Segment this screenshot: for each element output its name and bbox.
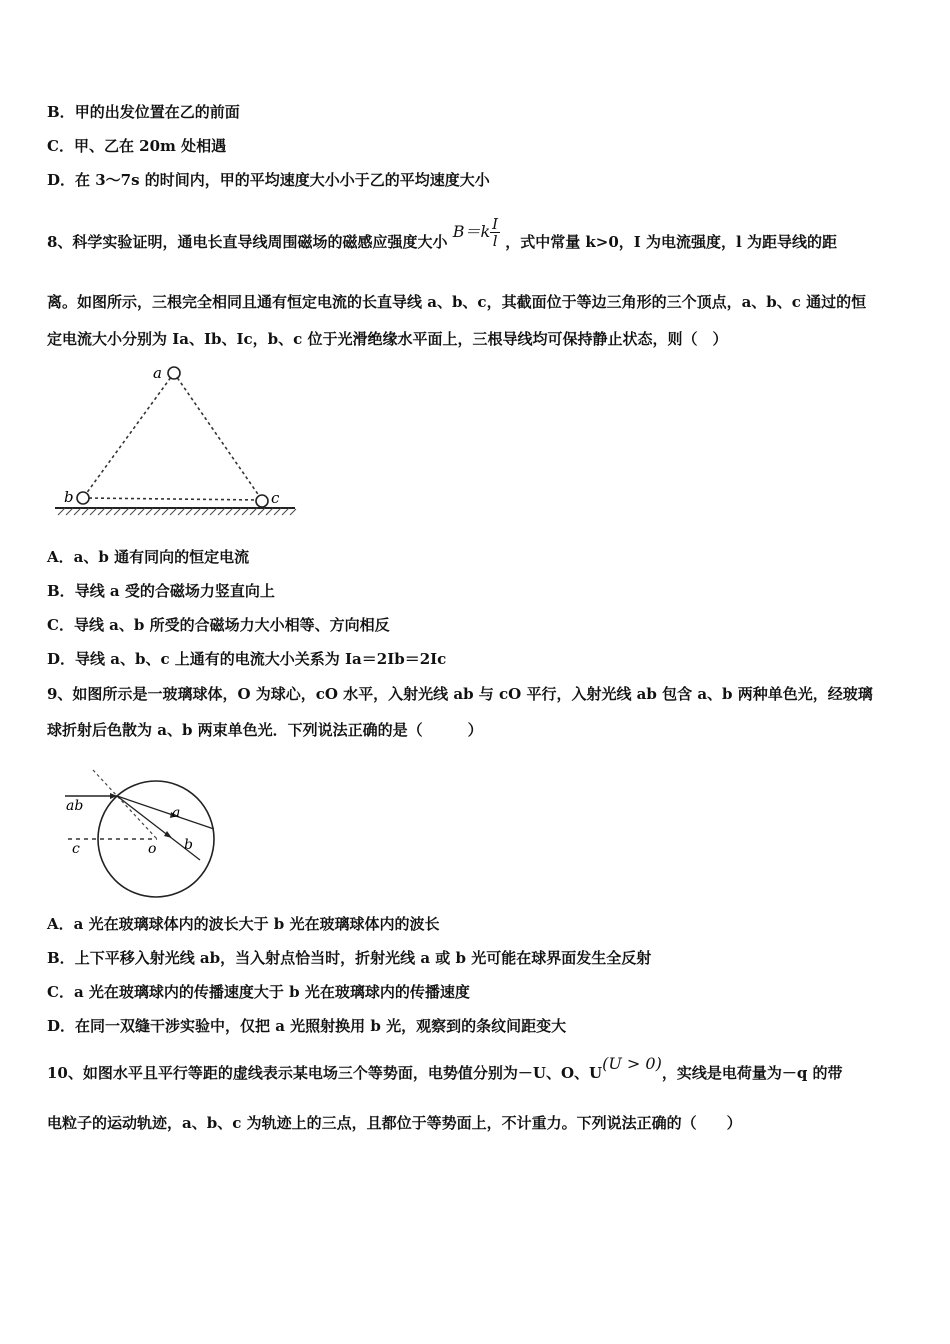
option-letter: B．	[47, 582, 75, 600]
q10-stem-text: 10、如图水平且平行等距的虚线表示某电场三个等势面，电势值分别为－U、O、U	[47, 1064, 603, 1082]
option-letter: D．	[47, 171, 76, 189]
label-c: c	[271, 489, 280, 507]
option-letter: C．	[47, 983, 74, 1001]
q9-option-c	[47, 982, 470, 1002]
q8-stem-line2: 离。如图所示，三根完全相同且通有恒定电流的长直导线 a、b、c，其截面位于等边三角形的三个顶点，a、b、c 通过的恒	[47, 293, 867, 311]
q8-stem-line3: 定电流大小分别为 Ia、Ib、Ic，b、c 位于光滑绝缘水平面上，三根导线均可保持静止状态，则（ ）	[47, 330, 728, 348]
label-ab: ab	[66, 798, 84, 814]
option-text: 上下平移入射光线 ab，当入射点恰当时，折射光线 a 或 b 光可能在球界面发生全反射	[74, 949, 652, 967]
q8-option-c	[47, 615, 390, 635]
option-text: 导线 a、b、c 上通有的电流大小关系为 Ia＝2Ib＝2Ic	[75, 650, 447, 668]
option-letter: D．	[47, 1017, 76, 1035]
q10-formula: (U > 0)	[602, 1054, 662, 1073]
label-o: o	[148, 841, 157, 857]
q8-option-d	[47, 649, 446, 669]
option-letter: D．	[47, 650, 76, 668]
option-letter: B．	[47, 949, 75, 967]
q8-stem-text: ，式中常量 k>0，I 为电流强度，l 为距导线的距	[505, 233, 837, 251]
q7-option-c	[47, 136, 226, 156]
wire-c	[256, 495, 268, 507]
label-b: b	[184, 837, 193, 853]
formula-lhs: B＝k	[452, 222, 491, 241]
q9-sphere-figure	[60, 765, 230, 900]
q7-option-b	[47, 102, 240, 122]
wire-a	[168, 367, 180, 379]
q9-option-d	[47, 1016, 566, 1036]
option-text: 在同一双缝干涉实验中，仅把 a 光照射换用 b 光，观察到的条纹间距变大	[75, 1017, 567, 1035]
q10-stem-line2: 电粒子的运动轨迹，a、b、c 为轨迹上的三点，且都位于等势面上，不计重力。下列说法正确的（ ）	[47, 1114, 742, 1132]
triangle-side-ac	[174, 373, 262, 500]
option-text: 甲的出发位置在乙的前面	[74, 103, 240, 121]
label-c: c	[72, 841, 80, 857]
formula-denominator: l	[492, 232, 498, 250]
q9-stem-line2: 球折射后色散为 a、b 两束单色光．下列说法正确的是（ ）	[47, 721, 483, 739]
q9-option-a	[47, 914, 440, 934]
q8-triangle-figure	[50, 360, 300, 520]
option-text: 在 3～7s 的时间内，甲的平均速度大小小于乙的平均速度大小	[75, 171, 490, 189]
option-letter: C．	[47, 616, 74, 634]
q8-option-a	[47, 547, 249, 567]
label-a: a	[153, 364, 162, 382]
label-b: b	[64, 488, 74, 506]
triangle-side-bc	[83, 498, 262, 500]
option-text: 导线 a 受的合磁场力竖直向上	[74, 582, 275, 600]
option-text: a 光在玻璃球体内的波长大于 b 光在玻璃球体内的波长	[73, 915, 440, 933]
option-letter: C．	[47, 137, 74, 155]
option-text: a 光在玻璃球内的传播速度大于 b 光在玻璃球内的传播速度	[73, 983, 470, 1001]
q10-stem-line1	[47, 1054, 843, 1083]
q10-stem-text: ，实线是电荷量为－q 的带	[661, 1064, 843, 1082]
option-letter: A．	[47, 548, 74, 566]
formula-fraction	[490, 216, 500, 249]
ground-hatching	[58, 508, 296, 515]
option-text: 导线 a、b 所受的合磁场力大小相等、方向相反	[73, 616, 390, 634]
q9-stem-line1: 9、如图所示是一玻璃球体，O 为球心，cO 水平，入射光线 ab 与 cO 平行，入射光线 ab 包含 a、b 两种单色光，经玻璃	[47, 685, 873, 703]
ray-b-arrow	[164, 831, 172, 838]
normal-line	[93, 770, 157, 839]
option-text: a、b 通有同向的恒定电流	[73, 548, 250, 566]
q8-formula	[452, 215, 506, 250]
q8-option-b	[47, 581, 275, 601]
option-letter: B．	[47, 103, 75, 121]
q8-stem-text: 8、科学实验证明，通电长直导线周围磁场的磁感应强度大小	[47, 233, 448, 251]
option-text: 甲、乙在 20m 处相遇	[73, 137, 227, 155]
q7-option-d	[47, 170, 490, 190]
option-letter: A．	[47, 915, 74, 933]
q8-stem-line1	[47, 215, 837, 259]
triangle-side-ab	[83, 373, 174, 498]
formula-numerator: I	[492, 215, 499, 233]
label-a: a	[172, 805, 181, 821]
wire-b	[77, 492, 89, 504]
q9-option-b	[47, 948, 651, 968]
